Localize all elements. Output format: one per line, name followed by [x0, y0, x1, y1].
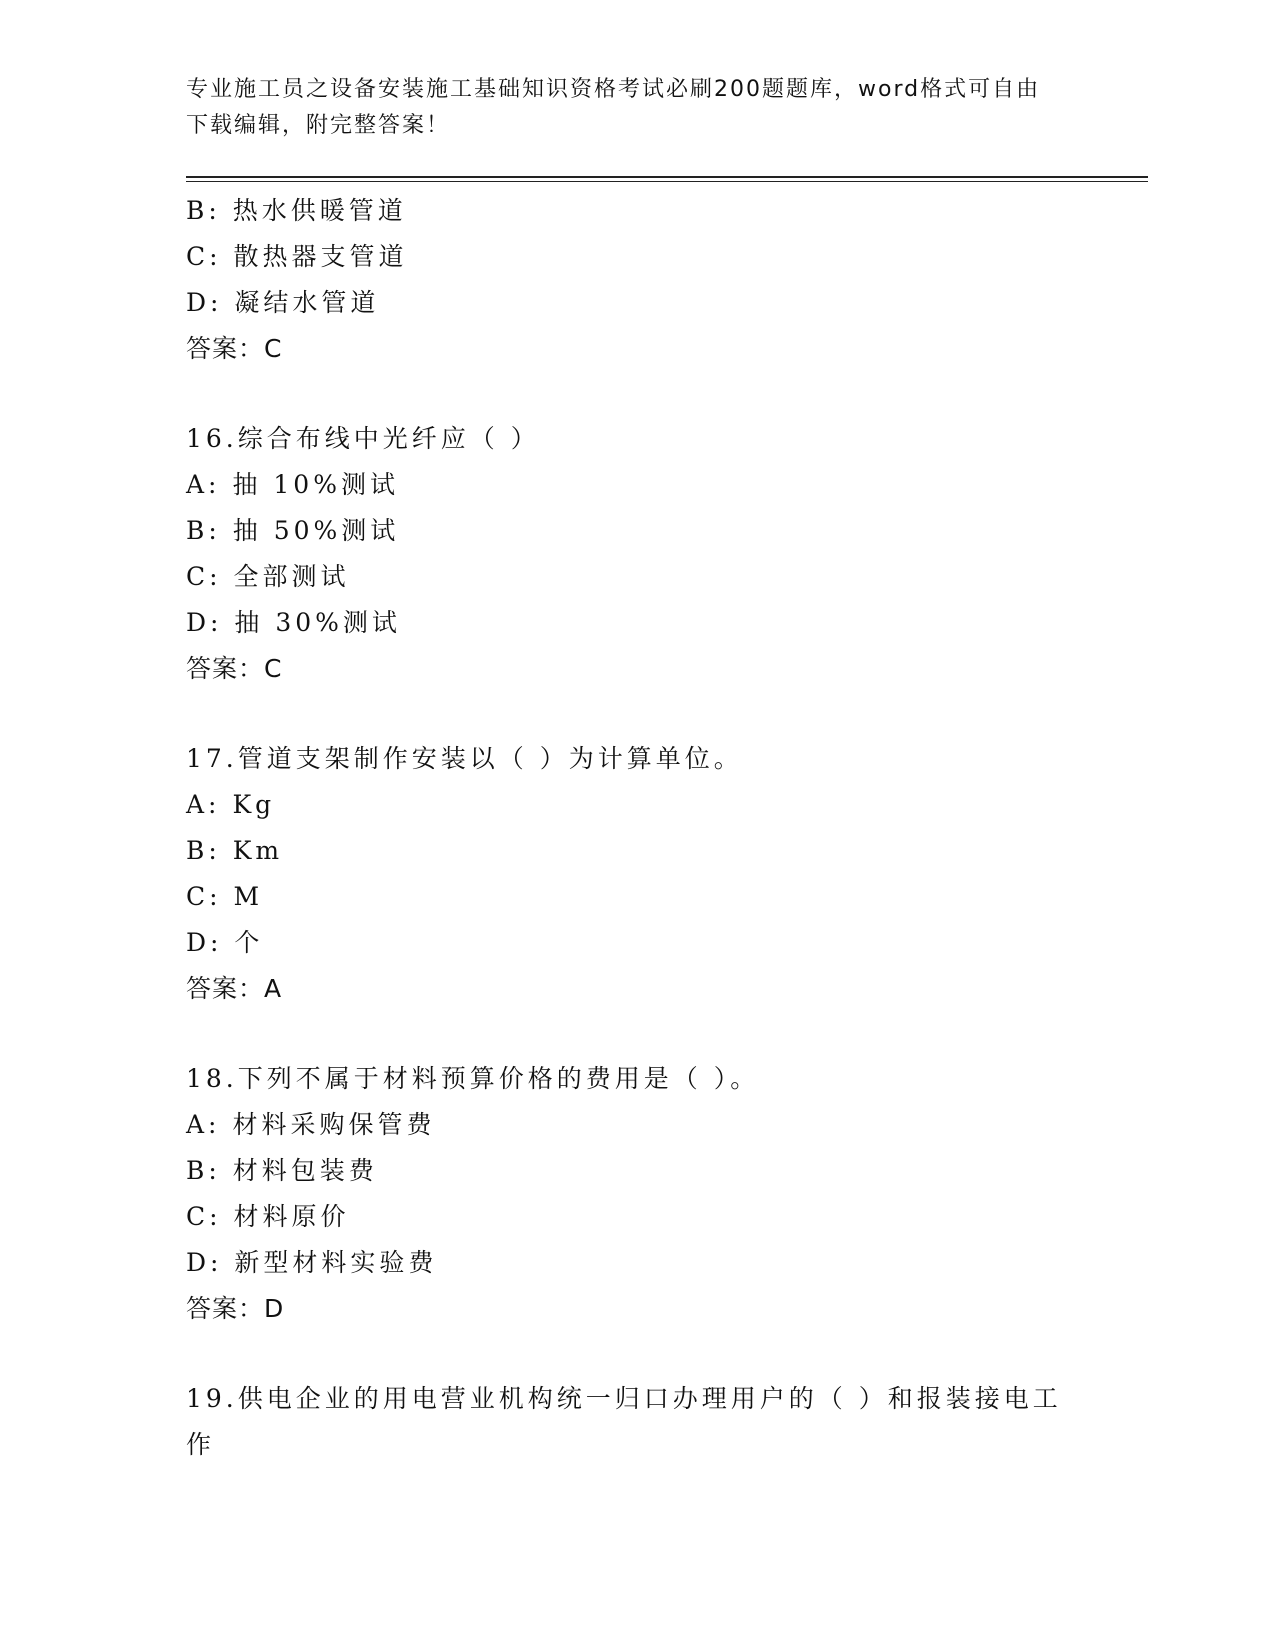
option-text: 材料采购保管费 [232, 1110, 436, 1139]
option-label: A: [186, 1110, 221, 1139]
option-label: C: [186, 882, 222, 911]
document-header [186, 72, 1066, 144]
option-text: 新型材料实验费 [234, 1248, 438, 1277]
question-16 [186, 416, 1126, 692]
option-c [186, 1194, 1126, 1240]
spacer [186, 1332, 1126, 1376]
option-text: M [233, 882, 264, 911]
question-stem-line-1: 19.供电企业的用电营业机构统一归口办理用户的（ ）和报装接电工 [186, 1384, 1062, 1413]
option-label: B: [186, 516, 221, 545]
option-a [186, 782, 1126, 828]
option-b [186, 188, 1126, 234]
option-label: D: [186, 928, 223, 957]
option-text: 凝结水管道 [234, 288, 380, 317]
question-stem-line-2: 作 [186, 1430, 216, 1459]
option-label: B: [186, 1156, 221, 1185]
header-line-1: 专业施工员之设备安装施工基础知识资格考试必刷200题题库，word格式可自由 [186, 77, 1041, 102]
option-c [186, 874, 1126, 920]
option-label: D: [186, 608, 223, 637]
option-text: 热水供暖管道 [232, 196, 407, 225]
option-d [186, 1240, 1126, 1286]
option-label: B: [186, 196, 221, 225]
option-d [186, 920, 1126, 966]
option-label: C: [186, 242, 222, 271]
option-text: 材料原价 [233, 1202, 350, 1231]
option-b [186, 1148, 1126, 1194]
option-d [186, 280, 1126, 326]
header-divider-thin [186, 181, 1148, 182]
spacer [186, 1012, 1126, 1056]
option-text: 个 [234, 928, 264, 957]
option-text: 材料包装费 [232, 1156, 378, 1185]
answer-line: 答案：A [186, 974, 283, 1003]
question-17 [186, 736, 1126, 1012]
option-label: A: [186, 470, 221, 499]
option-text: 抽 30%测试 [234, 608, 401, 637]
option-c [186, 554, 1126, 600]
option-label: D: [186, 1248, 223, 1277]
option-b [186, 508, 1126, 554]
answer-line: 答案：D [186, 1294, 285, 1323]
answer-line: 答案：C [186, 334, 283, 363]
option-label: D: [186, 288, 223, 317]
question-stem: 18.下列不属于材料预算价格的费用是（ ）。 [186, 1064, 760, 1093]
option-label: C: [186, 562, 222, 591]
option-text: 散热器支管道 [233, 242, 408, 271]
question-19 [186, 1376, 1066, 1468]
option-text: 全部测试 [233, 562, 350, 591]
question-18 [186, 1056, 1126, 1332]
question-list [186, 188, 1126, 1468]
option-text: 抽 10%测试 [232, 470, 399, 499]
option-c [186, 234, 1126, 280]
option-b [186, 828, 1126, 874]
option-label: A: [186, 790, 221, 819]
option-label: B: [186, 836, 221, 865]
question-stem: 17.管道支架制作安装以（ ）为计算单位。 [186, 744, 743, 773]
header-line-2: 下载编辑，附完整答案！ [186, 113, 451, 138]
option-text: Kg [232, 790, 276, 819]
question-continued [186, 188, 1126, 372]
question-stem: 16.综合布线中光纤应（ ） [186, 424, 540, 453]
option-d [186, 600, 1126, 646]
spacer [186, 692, 1126, 736]
option-label: C: [186, 1202, 222, 1231]
option-text: 抽 50%测试 [232, 516, 400, 545]
header-divider-thick [186, 176, 1148, 178]
option-a [186, 462, 1126, 508]
option-a [186, 1102, 1126, 1148]
spacer [186, 372, 1126, 416]
option-text: Km [232, 836, 284, 865]
answer-line: 答案：C [186, 654, 283, 683]
